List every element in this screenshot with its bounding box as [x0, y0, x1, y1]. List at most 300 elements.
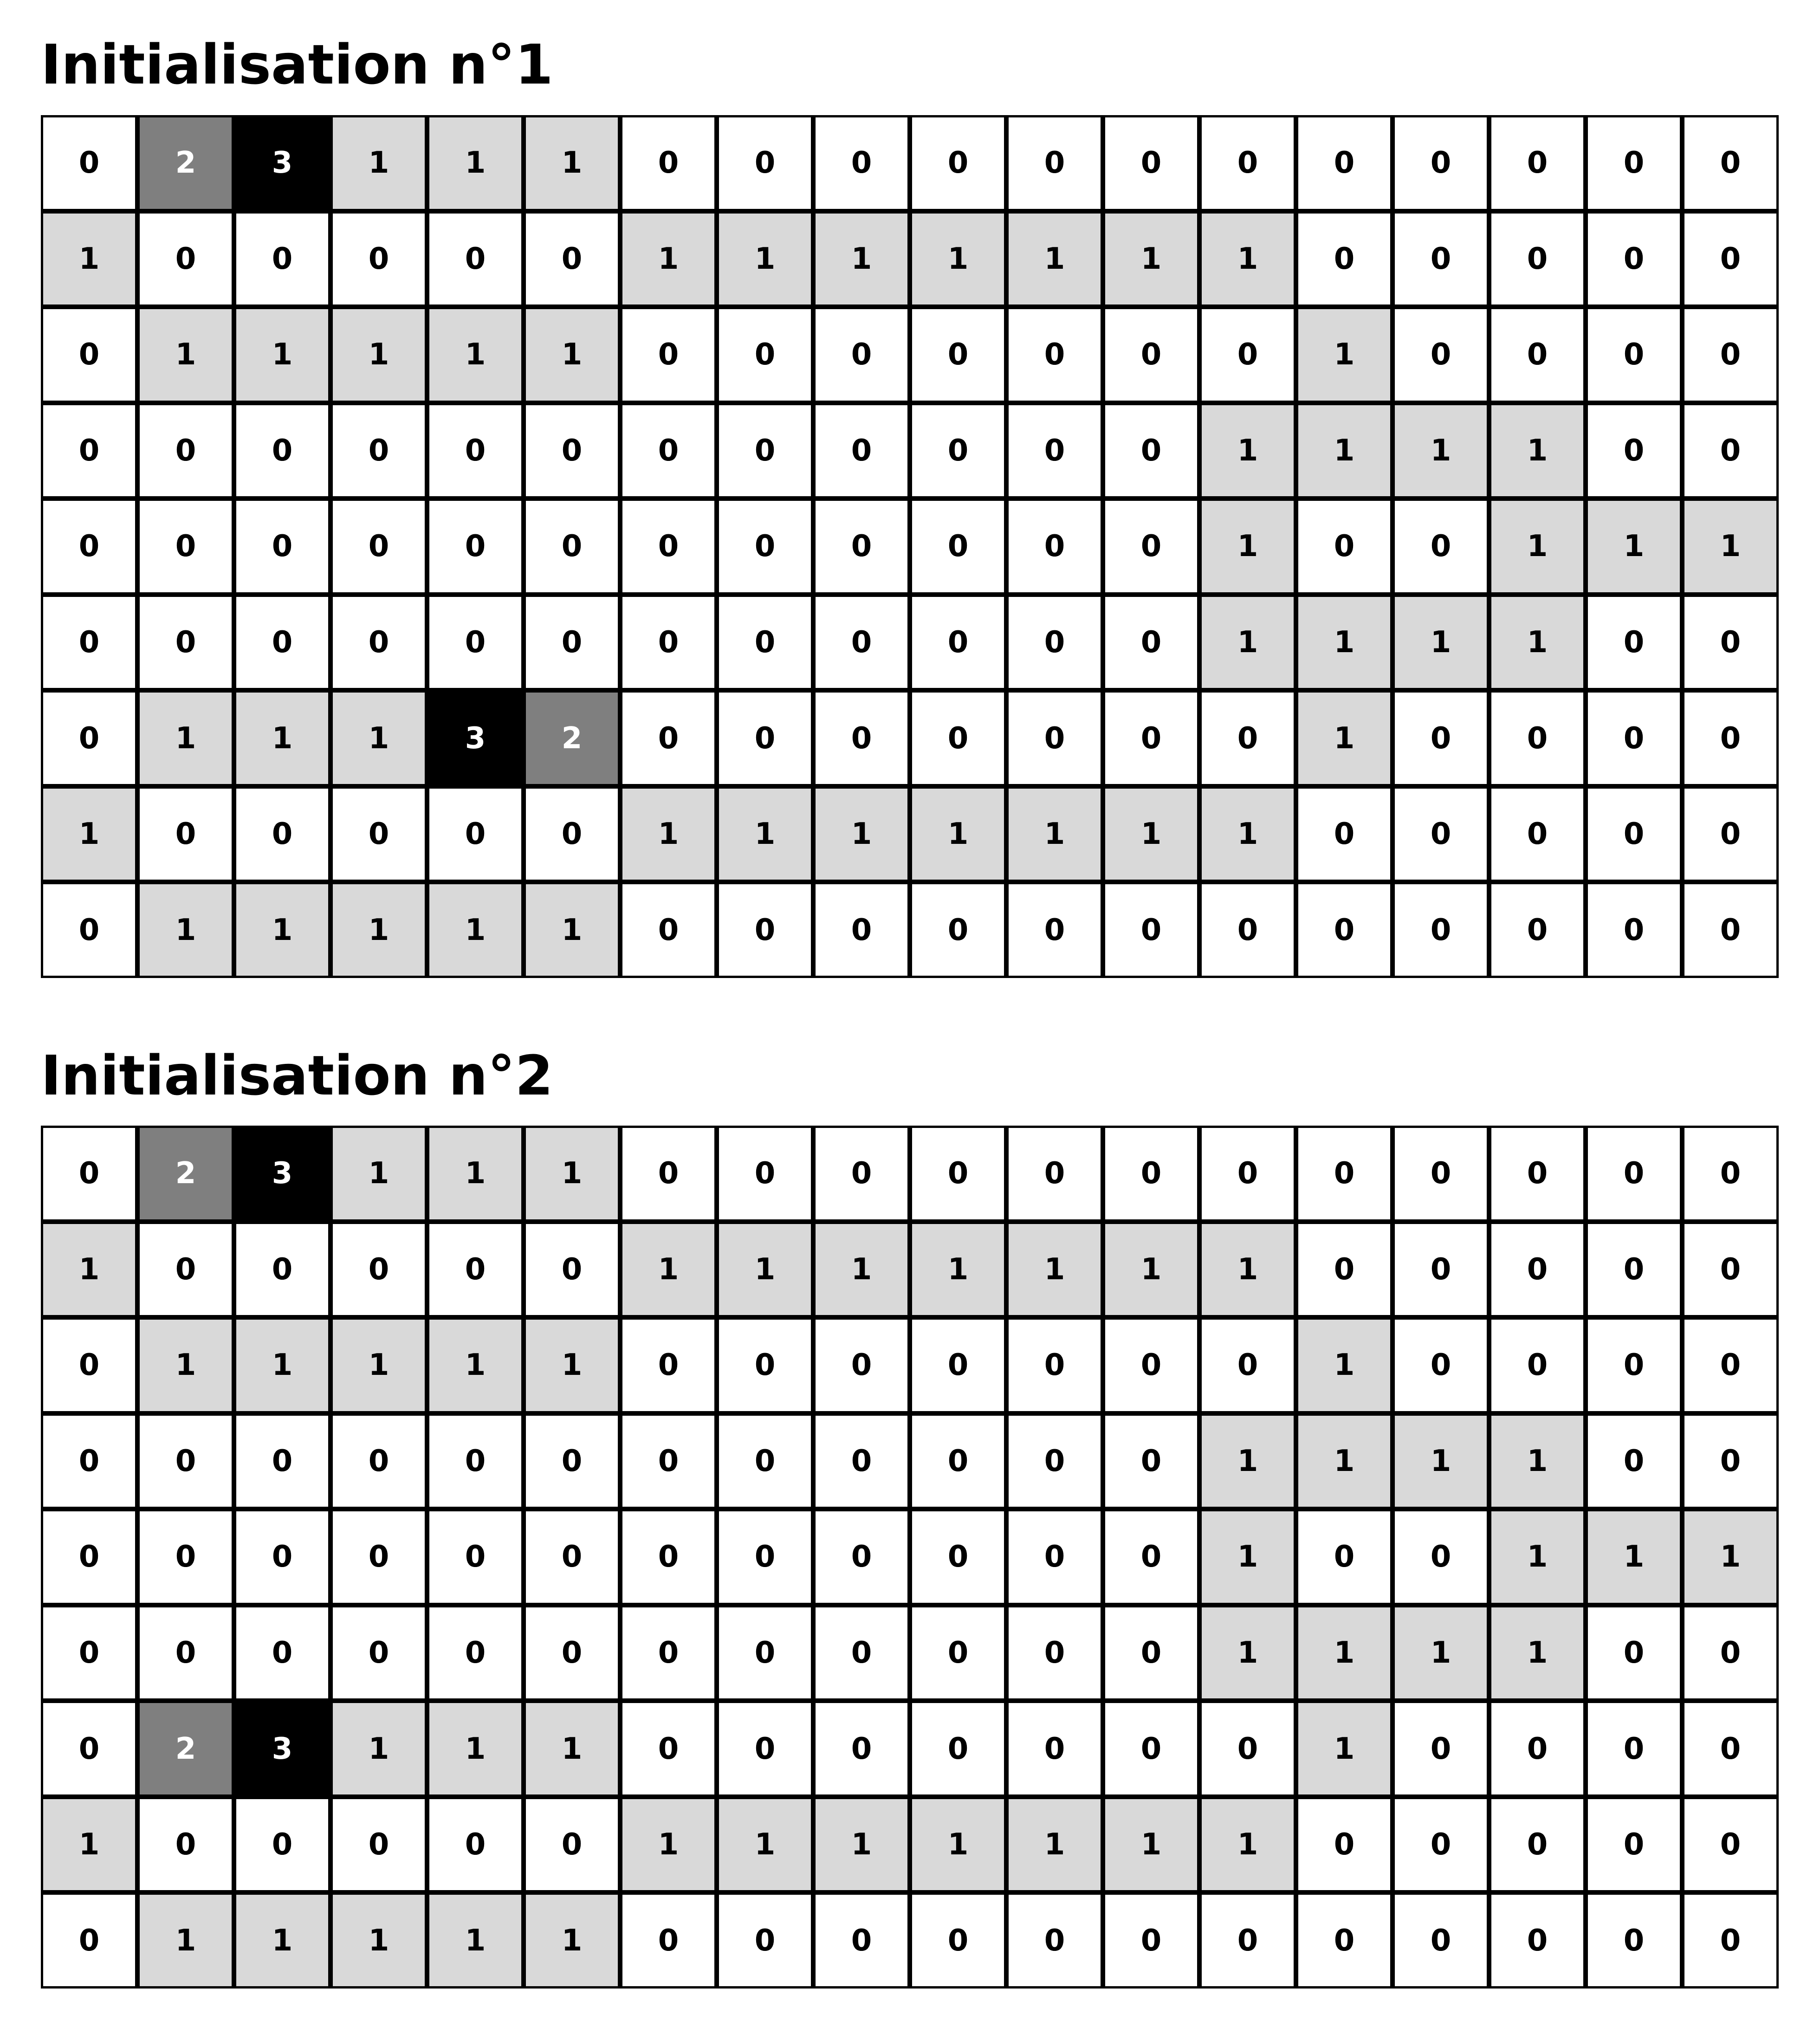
grid-cell: 0: [816, 1511, 907, 1603]
grid-cell: 1: [429, 1320, 521, 1411]
grid-cell: 1: [1588, 1511, 1680, 1603]
grid-cell: 0: [1202, 309, 1294, 401]
grid-cell: 0: [1684, 117, 1776, 209]
grid-cell: 0: [1298, 1128, 1390, 1219]
grid-cell: 0: [1491, 1799, 1583, 1891]
grid-cell: 0: [1105, 117, 1197, 209]
grid-cell: 0: [526, 501, 618, 592]
grid-cell: 0: [429, 1416, 521, 1507]
grid-cell: 0: [526, 405, 618, 497]
grid-cell: 0: [1491, 693, 1583, 784]
grid-cell: 0: [912, 1128, 1004, 1219]
grid-cell: 0: [1491, 1703, 1583, 1794]
grid-cell: 0: [526, 597, 618, 688]
grid-cell: 1: [429, 1895, 521, 1986]
grid-cell: 1: [43, 214, 135, 305]
grid-cell: 0: [1202, 884, 1294, 976]
grid-cell: 0: [622, 1895, 714, 1986]
grid-cell: 0: [236, 1416, 328, 1507]
grid-cell: 0: [1588, 1895, 1680, 1986]
grid-cell: 0: [1105, 1416, 1197, 1507]
grid-cell: 0: [1395, 693, 1487, 784]
grid-cell: 0: [429, 405, 521, 497]
grid-cell: 1: [1298, 1416, 1390, 1507]
grid-cell: 0: [333, 1511, 425, 1603]
grid-cell: 0: [1298, 1511, 1390, 1603]
grid-cell: 0: [622, 1128, 714, 1219]
grid-cell: 0: [236, 405, 328, 497]
grid-cell: 0: [1684, 1799, 1776, 1891]
grid-cell: 0: [1298, 1799, 1390, 1891]
grid-cell: 0: [1395, 789, 1487, 880]
grid-cell: 0: [816, 501, 907, 592]
grid-cell: 1: [1684, 501, 1776, 592]
grid-cell: 0: [1491, 884, 1583, 976]
grid-cell: 0: [236, 214, 328, 305]
grid-cell: 0: [1684, 309, 1776, 401]
grid-cell: 0: [1491, 1224, 1583, 1315]
grid-cell: 1: [333, 117, 425, 209]
grid-cell: 1: [1588, 501, 1680, 592]
grid-cell: 0: [1009, 1128, 1101, 1219]
grid-cell: 1: [1009, 214, 1101, 305]
grid-cell: 0: [912, 309, 1004, 401]
grid-cell: 1: [140, 693, 232, 784]
grid-cell: 0: [1395, 309, 1487, 401]
grid-cell: 0: [1105, 1320, 1197, 1411]
grid-cell: 0: [1588, 117, 1680, 209]
grid-cell: 0: [1009, 1416, 1101, 1507]
grid-cell: 1: [429, 884, 521, 976]
grid-cell: 0: [719, 1416, 811, 1507]
grid-cell: 0: [1684, 1224, 1776, 1315]
grid-cell: 0: [622, 884, 714, 976]
grid-cell: 0: [1105, 405, 1197, 497]
grid-cell: 0: [1684, 693, 1776, 784]
grid-cell: 0: [719, 1128, 811, 1219]
grid-cell: 1: [1202, 789, 1294, 880]
grid-cell: 1: [333, 693, 425, 784]
grid-cell: 1: [1491, 405, 1583, 497]
grid-cell: 0: [1684, 1895, 1776, 1986]
grid-cell: 1: [1491, 501, 1583, 592]
grid-cell: 0: [719, 1511, 811, 1603]
grid-cell: 0: [816, 405, 907, 497]
grid-cell: 0: [526, 214, 618, 305]
grid-cell: 1: [1491, 1607, 1583, 1699]
grid-cell: 0: [333, 597, 425, 688]
grid-cell: 0: [1491, 1895, 1583, 1986]
grid-cell: 0: [912, 1607, 1004, 1699]
grid-cell: 0: [429, 597, 521, 688]
grid-cell: 2: [140, 1703, 232, 1794]
grid-cell: 0: [140, 1607, 232, 1699]
grid-cell: 1: [1202, 1224, 1294, 1315]
grid-cell: 0: [1684, 1320, 1776, 1411]
grid-cell: 0: [1491, 214, 1583, 305]
grid-cell: 0: [1684, 884, 1776, 976]
grid-cell: 0: [1202, 1128, 1294, 1219]
grid-cell: 0: [816, 1320, 907, 1411]
grid-cell: 0: [43, 501, 135, 592]
grid-cell: 1: [1395, 1416, 1487, 1507]
grid-cell: 0: [1684, 214, 1776, 305]
grid-cell: 1: [1491, 597, 1583, 688]
grid-cell: 1: [1202, 1799, 1294, 1891]
grid-cell: 1: [1298, 405, 1390, 497]
grid-cell: 0: [816, 1895, 907, 1986]
grid-cell: 0: [1588, 1703, 1680, 1794]
grid-cell: 0: [236, 597, 328, 688]
grid-cell: 0: [429, 214, 521, 305]
grid-cell: 0: [1588, 309, 1680, 401]
panel-1-grid: [41, 115, 1779, 978]
grid-cell: 1: [1202, 1511, 1294, 1603]
grid-cell: 0: [1009, 1895, 1101, 1986]
grid-cell: 0: [236, 1799, 328, 1891]
grid-cell: 1: [1202, 1416, 1294, 1507]
grid-cell: 0: [1009, 1511, 1101, 1603]
grid-cell: 0: [719, 1895, 811, 1986]
grid-cell: 0: [43, 597, 135, 688]
grid-cell: 0: [526, 1799, 618, 1891]
grid-cell: 0: [719, 405, 811, 497]
grid-cell: 0: [816, 1607, 907, 1699]
grid-cell: 0: [43, 693, 135, 784]
grid-cell: 1: [140, 884, 232, 976]
grid-cell: 0: [1298, 501, 1390, 592]
grid-cell: 0: [333, 1224, 425, 1315]
grid-cell: 0: [816, 1416, 907, 1507]
grid-cell: 0: [816, 1703, 907, 1794]
grid-cell: 0: [333, 1416, 425, 1507]
grid-cell: 0: [1009, 1320, 1101, 1411]
grid-cell: 1: [622, 214, 714, 305]
grid-cell: 1: [1202, 405, 1294, 497]
grid-cell: 1: [1202, 597, 1294, 688]
grid-cell: 1: [333, 1320, 425, 1411]
grid-cell: 0: [43, 1128, 135, 1219]
grid-cell: 0: [1491, 117, 1583, 209]
grid-cell: 0: [1105, 1128, 1197, 1219]
grid-cell: 0: [1395, 501, 1487, 592]
grid-cell: 1: [526, 1320, 618, 1411]
grid-cell: 1: [1298, 1703, 1390, 1794]
grid-cell: 0: [526, 789, 618, 880]
grid-cell: 0: [43, 309, 135, 401]
grid-cell: 0: [912, 501, 1004, 592]
grid-cell: 0: [526, 1416, 618, 1507]
grid-cell: 0: [1684, 1128, 1776, 1219]
grid-cell: 1: [816, 214, 907, 305]
grid-cell: 0: [912, 1703, 1004, 1794]
grid-cell: 0: [622, 597, 714, 688]
grid-cell: 0: [622, 1416, 714, 1507]
grid-cell: 0: [1588, 1607, 1680, 1699]
grid-cell: 0: [333, 501, 425, 592]
grid-cell: 1: [1202, 214, 1294, 305]
grid-cell: 0: [816, 693, 907, 784]
grid-cell: 0: [1105, 1895, 1197, 1986]
grid-cell: 0: [622, 693, 714, 784]
grid-cell: 0: [1588, 693, 1680, 784]
grid-cell: 0: [140, 597, 232, 688]
grid-cell: 0: [1684, 405, 1776, 497]
grid-cell: 1: [816, 1799, 907, 1891]
grid-cell: 0: [719, 884, 811, 976]
grid-cell: 1: [912, 789, 1004, 880]
grid-cell: 1: [1202, 1607, 1294, 1699]
grid-cell: 0: [719, 1320, 811, 1411]
grid-cell: 0: [1395, 1128, 1487, 1219]
grid-cell: 1: [816, 1224, 907, 1315]
grid-cell: 0: [1588, 1128, 1680, 1219]
grid-cell: 0: [1009, 884, 1101, 976]
grid-cell: 1: [1009, 789, 1101, 880]
grid-cell: 1: [719, 789, 811, 880]
grid-cell: 0: [429, 789, 521, 880]
grid-cell: 0: [622, 1511, 714, 1603]
grid-cell: 0: [140, 1416, 232, 1507]
grid-cell: 1: [526, 309, 618, 401]
grid-cell: 0: [140, 1224, 232, 1315]
grid-cell: 1: [1491, 1511, 1583, 1603]
grid-cell: 1: [43, 1224, 135, 1315]
grid-cell: 3: [236, 117, 328, 209]
grid-cell: 2: [140, 1128, 232, 1219]
grid-cell: 0: [43, 1895, 135, 1986]
grid-cell: 1: [622, 789, 714, 880]
grid-cell: 0: [1491, 309, 1583, 401]
grid-cell: 1: [719, 214, 811, 305]
grid-cell: 0: [429, 501, 521, 592]
grid-cell: 0: [1105, 1511, 1197, 1603]
grid-cell: 0: [1395, 1703, 1487, 1794]
grid-cell: 0: [429, 1799, 521, 1891]
grid-cell: 1: [333, 1703, 425, 1794]
grid-cell: 0: [622, 1320, 714, 1411]
grid-cell: 0: [1105, 693, 1197, 784]
grid-cell: 1: [526, 1703, 618, 1794]
grid-cell: 0: [1588, 214, 1680, 305]
grid-cell: 0: [1491, 1320, 1583, 1411]
grid-cell: 0: [1588, 884, 1680, 976]
grid-cell: 1: [1202, 501, 1294, 592]
grid-cell: 0: [43, 1320, 135, 1411]
grid-cell: 0: [912, 693, 1004, 784]
grid-cell: 1: [1009, 1799, 1101, 1891]
grid-cell: 0: [333, 214, 425, 305]
grid-cell: 1: [236, 1895, 328, 1986]
grid-cell: 1: [236, 884, 328, 976]
grid-cell: 3: [236, 1703, 328, 1794]
grid-cell: 1: [1105, 789, 1197, 880]
grid-cell: 1: [1298, 1320, 1390, 1411]
grid-cell: 0: [1105, 501, 1197, 592]
grid-cell: 0: [140, 214, 232, 305]
grid-cell: 0: [1298, 1895, 1390, 1986]
grid-cell: 0: [1395, 884, 1487, 976]
grid-cell: 0: [1684, 1607, 1776, 1699]
grid-cell: 0: [719, 693, 811, 784]
grid-cell: 0: [1395, 214, 1487, 305]
grid-cell: 0: [236, 1511, 328, 1603]
grid-cell: 0: [1009, 405, 1101, 497]
grid-cell: 0: [43, 1703, 135, 1794]
grid-cell: 0: [1298, 1224, 1390, 1315]
grid-cell: 0: [1009, 309, 1101, 401]
grid-cell: 1: [1298, 1607, 1390, 1699]
grid-cell: 0: [912, 117, 1004, 209]
grid-cell: 0: [526, 1607, 618, 1699]
grid-cell: 0: [1298, 117, 1390, 209]
grid-cell: 0: [140, 1511, 232, 1603]
grid-cell: 0: [236, 501, 328, 592]
grid-cell: 0: [719, 117, 811, 209]
grid-cell: 0: [1105, 309, 1197, 401]
grid-cell: 0: [333, 1607, 425, 1699]
grid-cell: 0: [526, 1224, 618, 1315]
grid-cell: 1: [1298, 693, 1390, 784]
grid-cell: 1: [1009, 1224, 1101, 1315]
grid-cell: 0: [622, 1703, 714, 1794]
grid-cell: 0: [140, 501, 232, 592]
grid-cell: 0: [719, 597, 811, 688]
grid-cell: 1: [1298, 597, 1390, 688]
grid-cell: 0: [236, 1607, 328, 1699]
grid-cell: 0: [622, 1607, 714, 1699]
grid-cell: 1: [333, 309, 425, 401]
grid-cell: 0: [622, 501, 714, 592]
grid-cell: 3: [236, 1128, 328, 1219]
grid-cell: 0: [1202, 1320, 1294, 1411]
grid-cell: 0: [912, 597, 1004, 688]
grid-cell: 0: [816, 1128, 907, 1219]
grid-cell: 3: [429, 693, 521, 784]
grid-cell: 0: [1009, 117, 1101, 209]
grid-cell: 0: [1105, 1703, 1197, 1794]
grid-cell: 1: [526, 117, 618, 209]
grid-cell: 0: [1395, 117, 1487, 209]
grid-cell: 1: [1298, 309, 1390, 401]
grid-cell: 0: [140, 789, 232, 880]
grid-cell: 0: [1009, 597, 1101, 688]
grid-cell: 0: [1202, 693, 1294, 784]
grid-cell: 1: [140, 1895, 232, 1986]
grid-cell: 0: [429, 1607, 521, 1699]
grid-cell: 2: [140, 117, 232, 209]
grid-cell: 1: [526, 1128, 618, 1219]
grid-cell: 1: [1491, 1416, 1583, 1507]
grid-cell: 1: [1105, 1799, 1197, 1891]
grid-cell: 0: [622, 117, 714, 209]
grid-cell: 0: [1298, 214, 1390, 305]
grid-cell: 0: [1684, 1703, 1776, 1794]
grid-cell: 1: [1684, 1511, 1776, 1603]
grid-cell: 0: [43, 405, 135, 497]
grid-cell: 1: [236, 693, 328, 784]
grid-cell: 0: [1395, 1895, 1487, 1986]
panel-2-title: Initialisation n°2: [41, 1043, 553, 1108]
grid-cell: 0: [333, 405, 425, 497]
grid-cell: 1: [140, 1320, 232, 1411]
grid-cell: 1: [140, 309, 232, 401]
grid-cell: 1: [429, 309, 521, 401]
grid-cell: 0: [43, 1416, 135, 1507]
grid-cell: 1: [719, 1799, 811, 1891]
grid-cell: 0: [719, 501, 811, 592]
grid-cell: 1: [816, 789, 907, 880]
grid-cell: 0: [1588, 597, 1680, 688]
grid-cell: 0: [1395, 1224, 1487, 1315]
grid-cell: 1: [1105, 214, 1197, 305]
grid-cell: 0: [1588, 1799, 1680, 1891]
grid-cell: 0: [1298, 789, 1390, 880]
grid-cell: 0: [1105, 1607, 1197, 1699]
grid-cell: 0: [1588, 1224, 1680, 1315]
grid-cell: 0: [43, 1511, 135, 1603]
grid-cell: 1: [622, 1799, 714, 1891]
grid-cell: 0: [816, 117, 907, 209]
grid-cell: 0: [1684, 1416, 1776, 1507]
grid-cell: 1: [912, 214, 1004, 305]
grid-cell: 0: [236, 1224, 328, 1315]
panel-1-title: Initialisation n°1: [41, 32, 553, 97]
grid-cell: 0: [43, 117, 135, 209]
grid-cell: 0: [1105, 884, 1197, 976]
grid-cell: 1: [719, 1224, 811, 1315]
grid-cell: 1: [1105, 1224, 1197, 1315]
grid-cell: 0: [1009, 1703, 1101, 1794]
grid-cell: 0: [43, 1607, 135, 1699]
grid-cell: 2: [526, 693, 618, 784]
grid-cell: 0: [1202, 1703, 1294, 1794]
grid-cell: 0: [912, 884, 1004, 976]
grid-cell: 1: [333, 1128, 425, 1219]
grid-cell: 1: [333, 884, 425, 976]
grid-cell: 0: [1395, 1320, 1487, 1411]
grid-cell: 0: [719, 1607, 811, 1699]
grid-cell: 1: [429, 117, 521, 209]
grid-cell: 0: [1009, 1607, 1101, 1699]
grid-cell: 0: [719, 309, 811, 401]
grid-cell: 1: [429, 1128, 521, 1219]
grid-cell: 0: [1491, 1128, 1583, 1219]
grid-cell: 1: [43, 1799, 135, 1891]
grid-cell: 0: [1395, 1511, 1487, 1603]
grid-cell: 0: [912, 1320, 1004, 1411]
grid-cell: 1: [526, 1895, 618, 1986]
grid-cell: 0: [1588, 405, 1680, 497]
grid-cell: 1: [1395, 1607, 1487, 1699]
grid-cell: 1: [526, 884, 618, 976]
grid-cell: 0: [622, 405, 714, 497]
grid-cell: 0: [816, 884, 907, 976]
grid-cell: 0: [140, 1799, 232, 1891]
grid-cell: 0: [816, 597, 907, 688]
grid-cell: 0: [912, 1511, 1004, 1603]
grid-cell: 0: [719, 1703, 811, 1794]
grid-cell: 1: [333, 1895, 425, 1986]
grid-cell: 0: [1588, 1320, 1680, 1411]
grid-cell: 0: [622, 309, 714, 401]
grid-cell: 1: [236, 1320, 328, 1411]
grid-cell: 0: [236, 789, 328, 880]
grid-cell: 0: [1395, 1799, 1487, 1891]
grid-cell: 0: [43, 884, 135, 976]
grid-cell: 0: [1491, 789, 1583, 880]
grid-cell: 1: [429, 1703, 521, 1794]
